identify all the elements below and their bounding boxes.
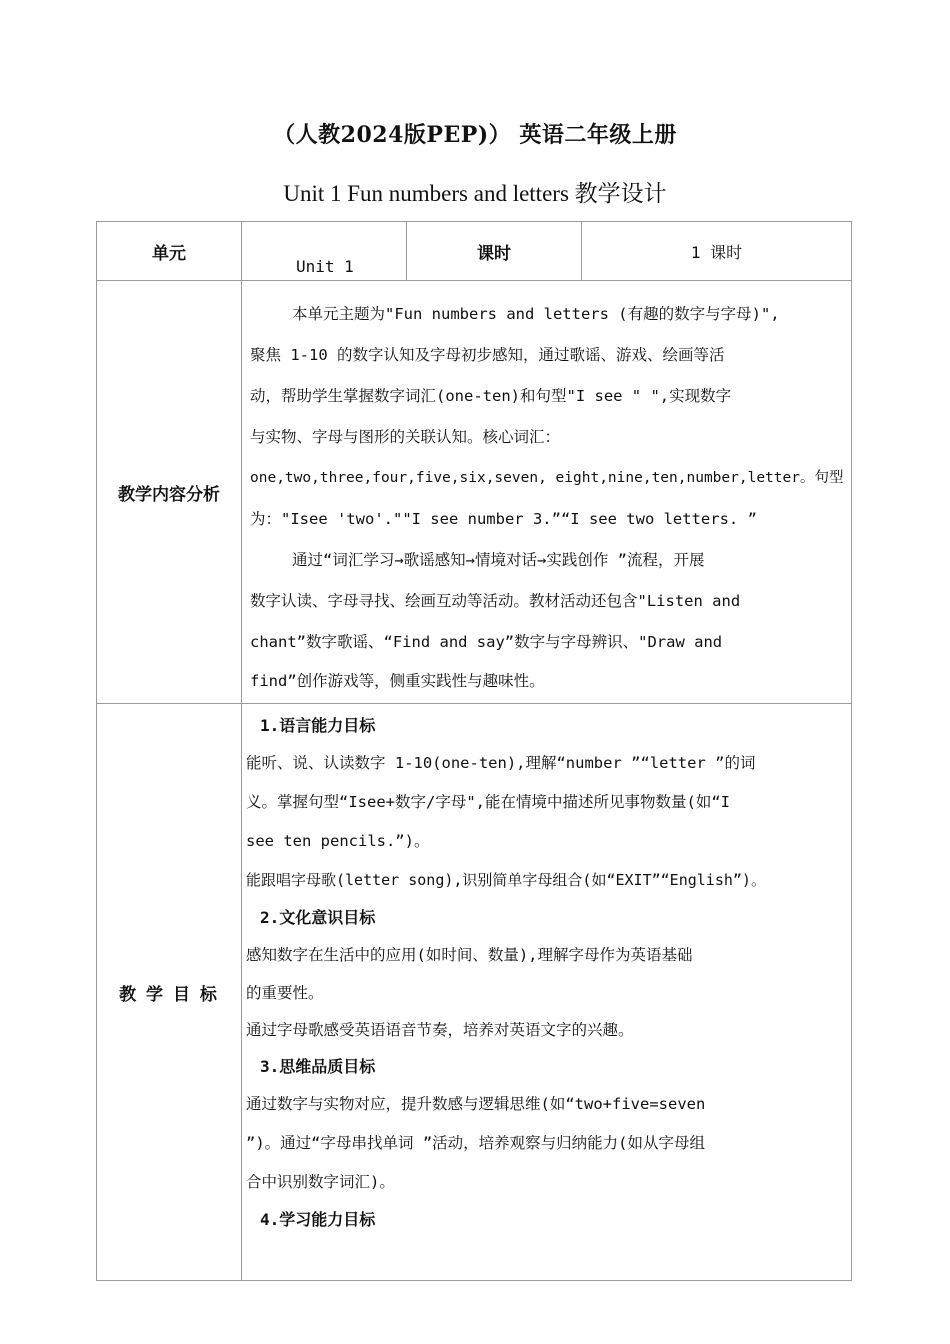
period-label: 课时 [407, 222, 582, 281]
objective-line: 通过数字与实物对应，提升数感与逻辑思维(如“two+five=seven [246, 1095, 706, 1113]
objective-heading: 1.语言能力目标 [260, 716, 376, 735]
analysis-line: one,two,three,four,five,six,seven, eight,nine,ten,number,letter。句型 [250, 470, 844, 486]
objective-line: 义。掌握句型“Isee+数字/字母",能在情境中描述所见事物数量(如“I [246, 793, 730, 811]
analysis-row [97, 281, 852, 704]
objective-line: 能跟唱字母歌(letter song),识别简单字母组合(如“EXIT”“English”)。 [246, 871, 766, 889]
document-subtitle: Unit 1 Fun numbers and letters 教学设计 [283, 181, 667, 206]
analysis-line: 聚焦 1-10 的数字认知及字母初步感知，通过歌谣、游戏、绘画等活 [250, 346, 725, 364]
objectives-row [97, 704, 852, 1281]
lesson-plan-table [96, 221, 852, 1281]
analysis-line: 与实物、字母与图形的关联认知。核心词汇： [250, 428, 561, 446]
analysis-content [242, 281, 852, 704]
objective-line: 能听、说、认读数字 1-10(one-ten),理解“number ”“letter ”的词 [246, 754, 756, 772]
analysis-line: 数字认读、字母寻找、绘画互动等活动。教材活动还包含"Listen and [250, 592, 741, 610]
objective-line: 合中识别数字词汇)。 [246, 1173, 395, 1191]
header-row [97, 222, 852, 281]
objective-heading: 3.思维品质目标 [260, 1057, 376, 1076]
objective-line: 的重要性。 [246, 984, 324, 1002]
analysis-line: 动，帮助学生掌握数字词汇(one-ten)和句型"I see " ",实现数字 [250, 387, 732, 405]
analysis-line: find”创作游戏等，侧重实践性与趣味性。 [250, 672, 545, 690]
unit-label: 单元 [97, 222, 242, 281]
analysis-line: chant”数字歌谣、“Find and say”数字与字母辨识、"Draw and [250, 633, 723, 651]
objective-line: see ten pencils.”)。 [246, 832, 430, 850]
objective-heading: 4.学习能力目标 [260, 1210, 376, 1229]
unit-value: Unit 1 [242, 222, 407, 281]
objective-heading: 2.文化意识目标 [260, 908, 376, 927]
analysis-line: 通过“词汇学习→歌谣感知→情境对话→实践创作 ”流程，开展 [292, 551, 705, 569]
objective-line: ”)。通过“字母串找单词 ”活动，培养观察与归纳能力(如从字母组 [246, 1134, 705, 1152]
objective-line: 通过字母歌感受英语语音节奏，培养对英语文字的兴趣。 [246, 1021, 634, 1039]
document-title: （人教2024版PEP)） 英语二年级上册 [273, 122, 677, 148]
analysis-line: 为："Isee 'two'.""I see number 3.”“I see two letters. ” [250, 510, 757, 528]
objectives-content [242, 704, 852, 1281]
objectives-label: 教 学 目 标 [97, 704, 242, 1281]
analysis-label: 教学内容分析 [97, 281, 242, 704]
period-value: 1 课时 [582, 222, 852, 281]
objective-line: 感知数字在生活中的应用(如时间、数量),理解字母作为英语基础 [246, 946, 693, 964]
analysis-line: 本单元主题为"Fun numbers and letters (有趣的数字与字母)", [292, 305, 780, 323]
